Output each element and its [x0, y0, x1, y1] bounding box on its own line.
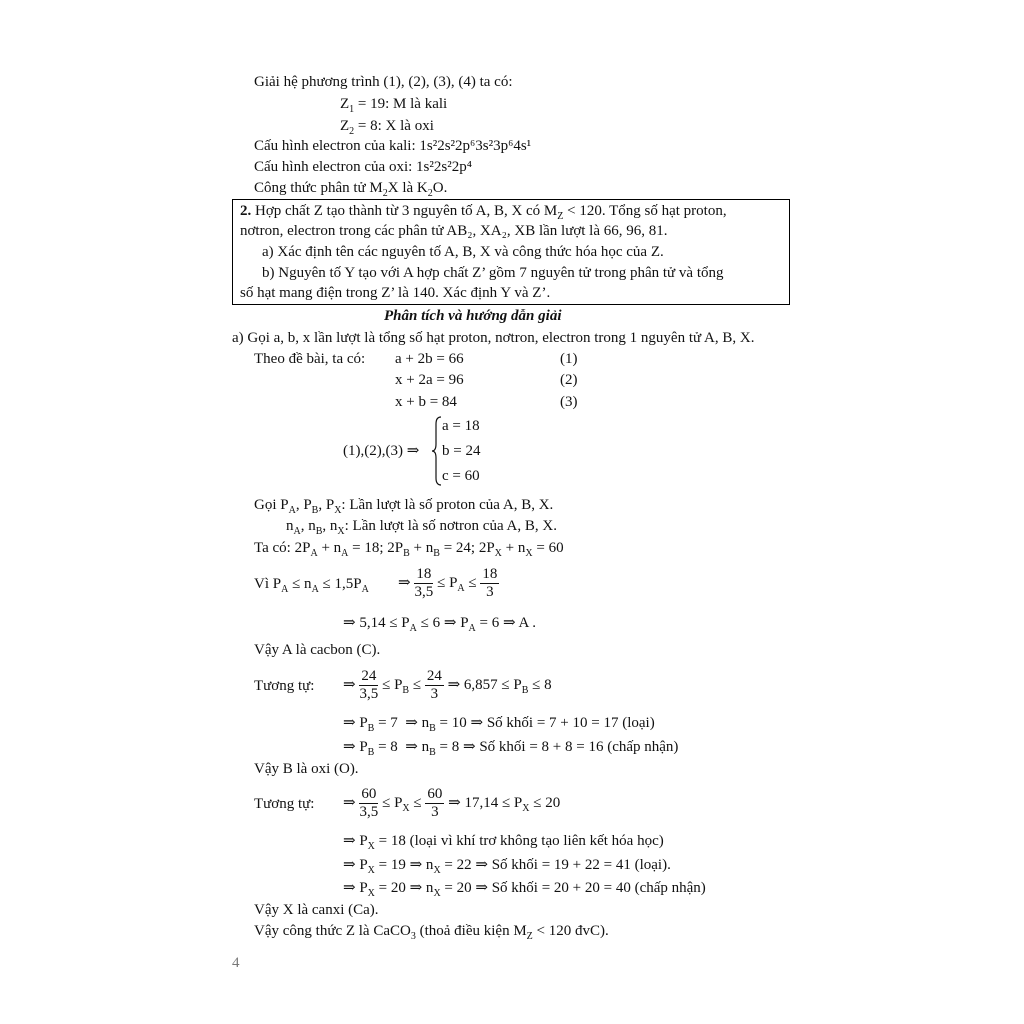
pb8-line: ⇒ $P_B = 8$ ⇒ $n_B = 8$ ⇒ Số khối = 8 + 8 = 16 (chấp nhận)	[343, 739, 679, 758]
section-heading: Phân tích và hướng dẫn giải	[384, 308, 562, 324]
pa-inequality: ⇒ $\frac{18}{3,5}$ ≤ $P_A$ ≤ $\frac{18}{3}$	[398, 566, 498, 601]
equation-2: x + 2a = 96	[395, 372, 464, 388]
system-c: c = 60	[442, 468, 480, 484]
equation-3-number: (3)	[560, 394, 578, 410]
equation-1: a + 2b = 66	[395, 351, 464, 367]
px18-line: ⇒ $P_X = 18$ (loại vì khí trơ không tạo liên kết hóa học)	[343, 833, 664, 852]
theo-de-label: Theo đề bài, ta có:	[254, 351, 366, 367]
page-number: 4	[232, 955, 240, 971]
pa-range-line: ⇒ $5,14 \le P_A \le 6$ ⇒ $P_A = 6$ ⇒ A .	[343, 615, 536, 634]
solution-intro: a) Gọi a, b, x lần lượt là tổng số hạt proton, nơtron, electron trong 1 nguyên tử A, B, X.	[232, 330, 755, 346]
solve-system-line: Giải hệ phương trình (1), (2), (3), (4) ta có:	[254, 74, 513, 90]
z2-line: $Z_2 = 8$: X là oxi	[340, 118, 434, 137]
system-b: b = 24	[442, 443, 481, 459]
tuong-tu-b-label: Tương tự:	[254, 678, 315, 694]
equation-1-number: (1)	[560, 351, 578, 367]
z1-line: $Z_1 = 19$: M là kali	[340, 96, 448, 115]
vay-a-line: Vậy A là cacbon (C).	[254, 642, 381, 658]
tuong-tu-x-label: Tương tự:	[254, 796, 315, 812]
vay-z-line: Vậy công thức Z là CaCO$_3$ (thoả điều kiện $M_Z < 120$ đvC).	[254, 923, 609, 942]
px-inequality: ⇒ $\frac{60}{3,5}$ ≤ $P_X$ ≤ $\frac{60}{3}$ ⇒ $17,14 \le P_X \le 20$	[343, 786, 561, 821]
system-lhs: (1),(2),(3) ⇒	[343, 443, 420, 459]
problem-line-2: nơtron, electron trong các phân tử AB₂, XA₂, XB lần lượt là 66, 96, 81.	[240, 223, 668, 239]
equation-3: x + b = 84	[395, 394, 457, 410]
equation-2-number: (2)	[560, 372, 578, 388]
problem-line-4: b) Nguyên tố Y tạo với A hợp chất Z’ gồm 7 nguyên tử trong phân tử và tổng	[262, 265, 724, 281]
goi-n-line: $n_A$, $n_B$, $n_X$: Lần lượt là số nơtron của A, B, X.	[286, 518, 557, 537]
vay-x-line: Vậy X là canxi (Ca).	[254, 902, 379, 918]
px19-line: ⇒ $P_X = 19$ ⇒ $n_X = 22$ ⇒ Số khối = 19 + 22 = 41 (loại).	[343, 857, 671, 876]
px20-line: ⇒ $P_X = 20$ ⇒ $n_X = 20$ ⇒ Số khối = 20 + 20 = 40 (chấp nhận)	[343, 880, 706, 899]
problem-line-3: a) Xác định tên các nguyên tố A, B, X và công thức hóa học của Z.	[262, 244, 664, 260]
pb7-line: ⇒ $P_B = 7$ ⇒ $n_B = 10$ ⇒ Số khối = 7 + 10 = 17 (loại)	[343, 715, 655, 734]
problem-line-5: số hạt mang điện trong Z’ là 140. Xác định Y và Z’.	[240, 285, 551, 301]
formula-line: Công thức phân tử $M_2X$ là $K_2O$.	[254, 180, 448, 199]
config-o-line: Cấu hình electron của oxi: 1s²2s²2p⁴	[254, 159, 472, 175]
curly-brace-icon	[432, 416, 442, 486]
vi-line: Vì $P_A \le n_A \le 1,5P_A$	[254, 576, 369, 595]
pb-inequality: ⇒ $\frac{24}{3,5}$ ≤ $P_B$ ≤ $\frac{24}{3}$ ⇒ $6,857 \le P_B \le 8$	[343, 668, 552, 703]
system-a: a = 18	[442, 418, 480, 434]
ta-co-line: Ta có: $2P_A + n_A = 18$; $2P_B + n_B = 24$; $2P_X + n_X = 60$	[254, 540, 564, 559]
config-k-line: Cấu hình electron của kali: 1s²2s²2p⁶3s²3p⁶4s¹	[254, 138, 532, 154]
problem-line-1: 2. Hợp chất Z tạo thành từ 3 nguyên tố A, B, X có $M_Z < 120$. Tổng số hạt proton,	[240, 203, 727, 222]
goi-p-line: Gọi $P_A$, $P_B$, $P_X$: Lần lượt là số proton của A, B, X.	[254, 497, 554, 516]
vay-b-line: Vậy B là oxi (O).	[254, 761, 359, 777]
